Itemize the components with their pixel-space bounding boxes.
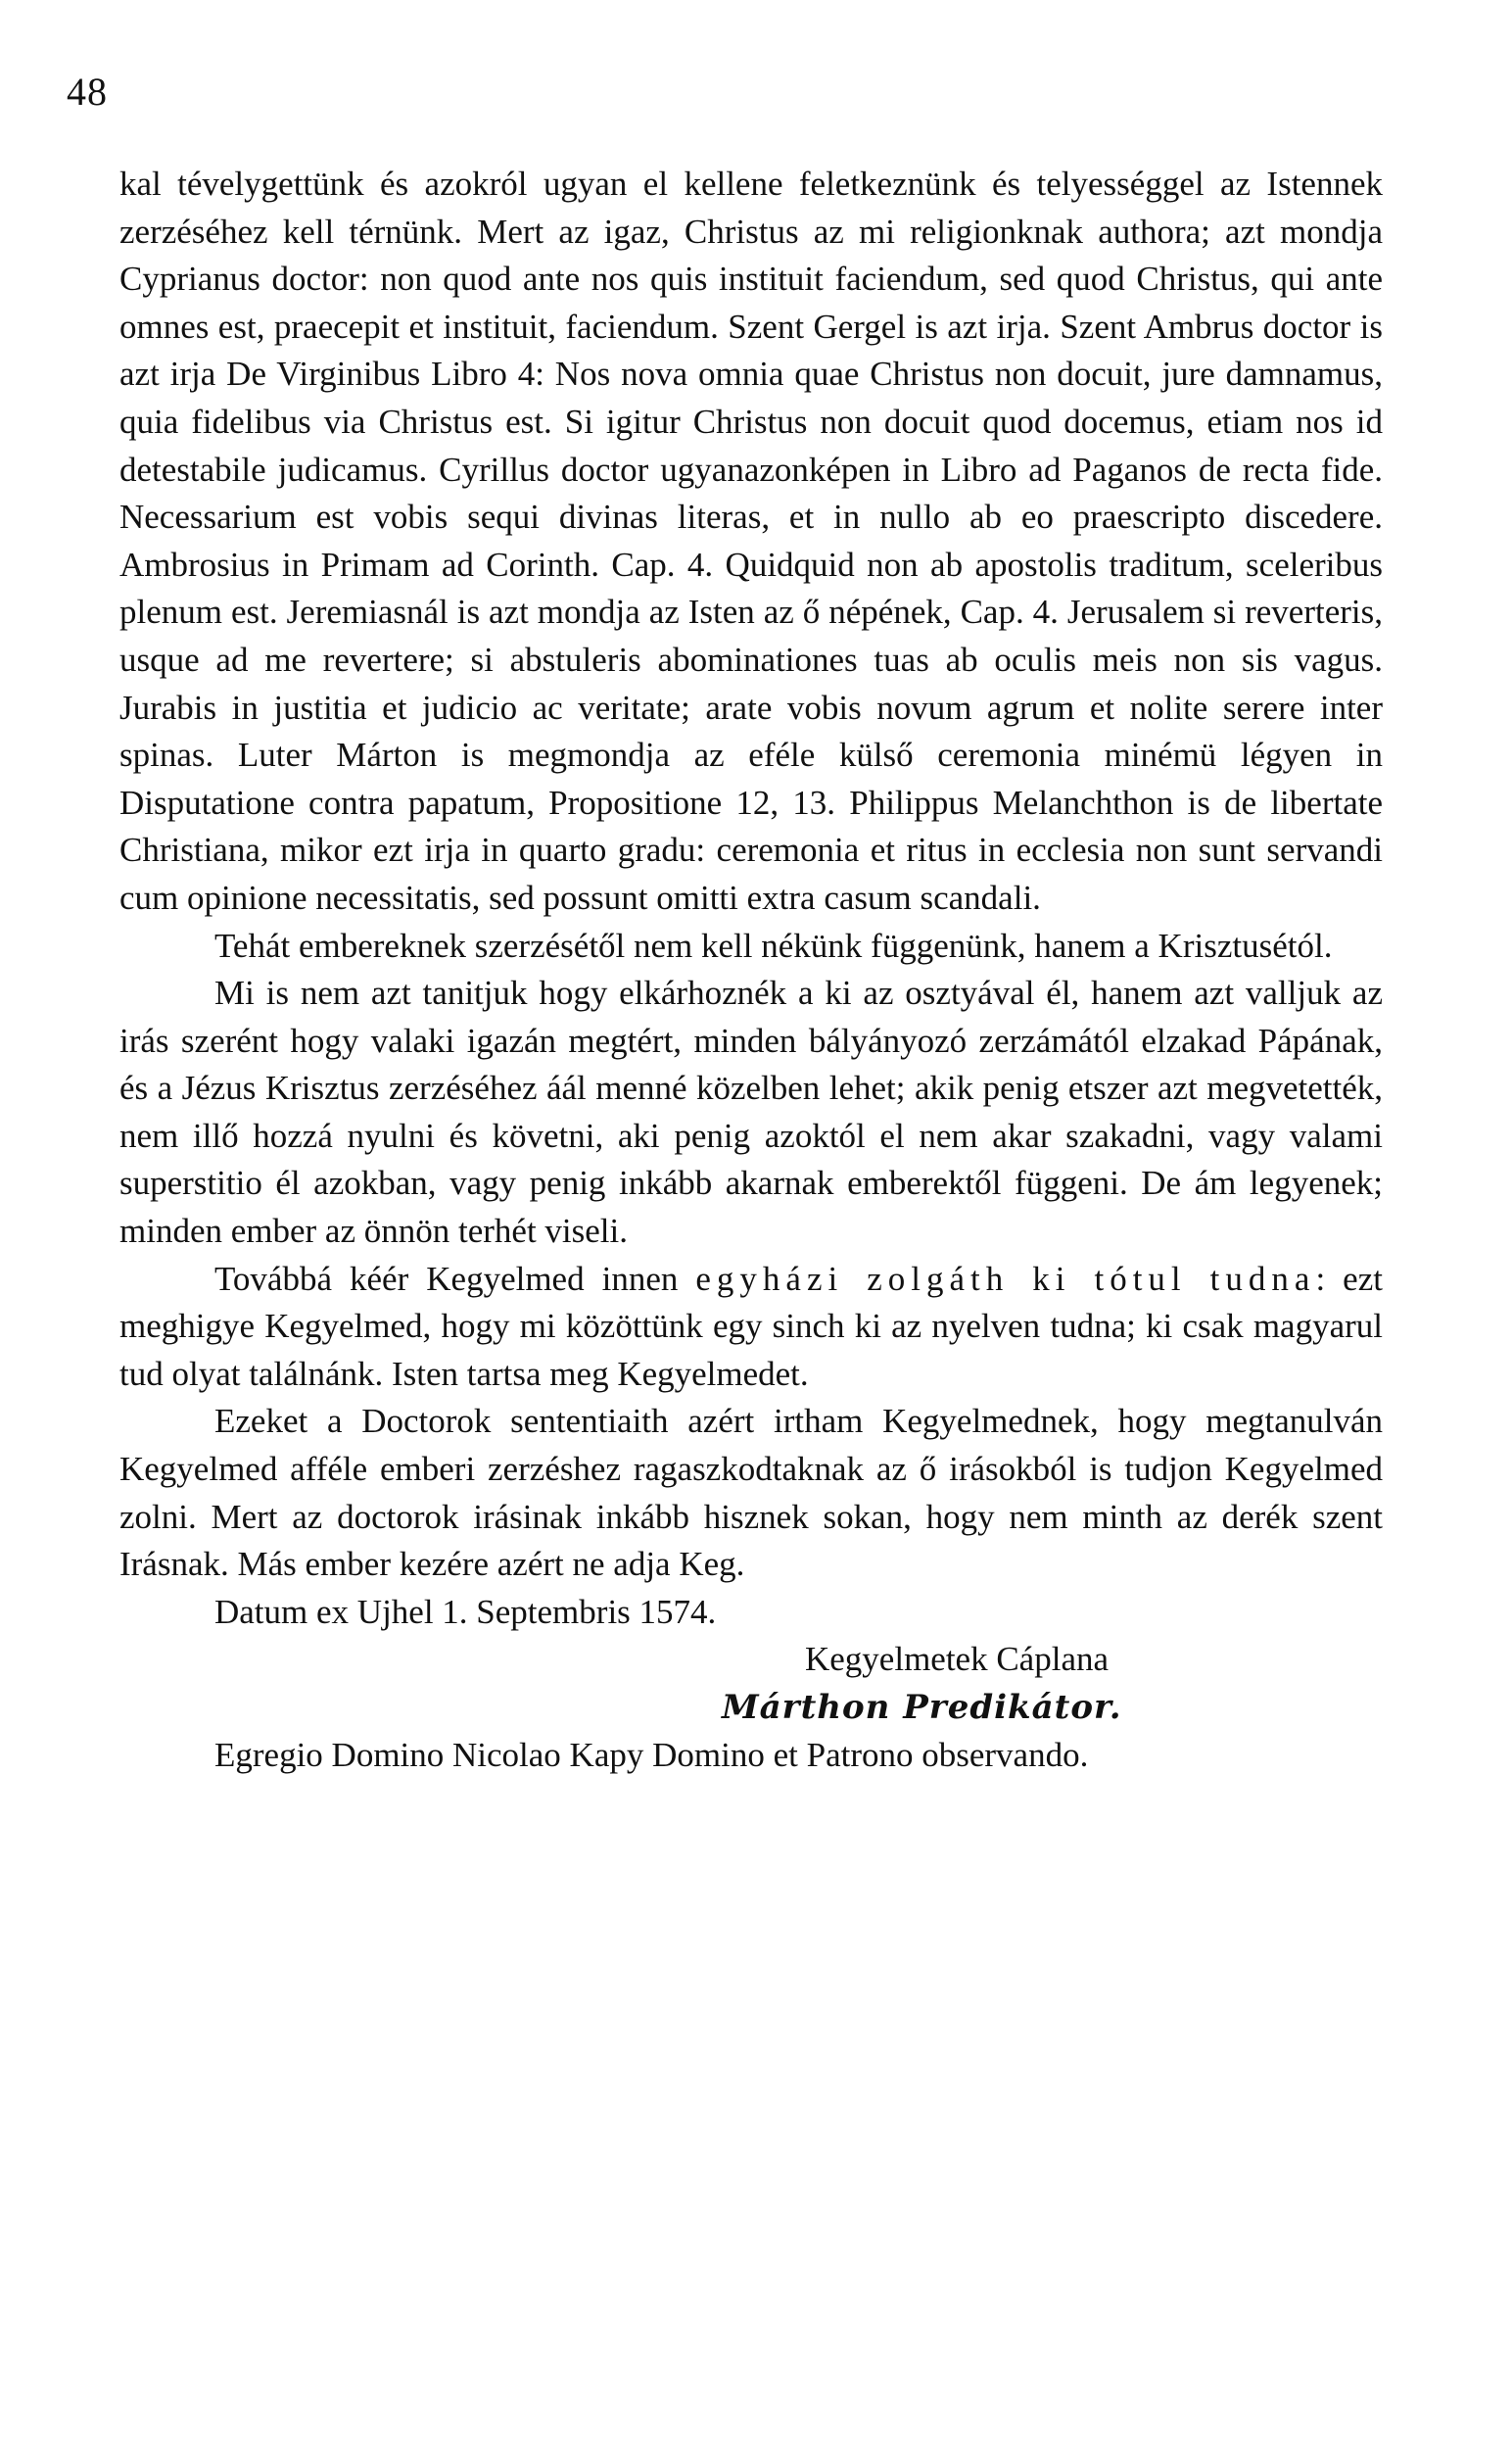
- paragraph-4: [119, 1256, 1383, 1399]
- page-number: 48: [67, 70, 108, 114]
- paragraph-2: Tehát embereknek szerzésétől nem kell nékünk függenünk, hanem a Krisztusétól.: [214, 926, 1333, 965]
- date-line: Datum ex Ujhel 1. Septembris 1574.: [214, 1592, 717, 1631]
- signature: Márthon Predikátor.: [722, 1688, 1122, 1727]
- address-line: Egregio Domino Nicolao Kapy Domino et Patrono observando.: [214, 1735, 1089, 1774]
- closing-line: Kegyelmetek Cáplana: [805, 1640, 1110, 1679]
- paragraph-4-end: : ezt meghigye Kegyelmed, hogy mi közöttünk egy sinch ki az nyelven tudna; ki csak magyarul tud olyat találnánk. Isten tartsa meg Kegyelmedet.: [119, 1259, 1383, 1393]
- paragraph-1: kal tévelygettünk és azokról ugyan el kellene feletkeznünk és telyességgel az Istennek zerzéséhez kell térnünk. Mert az igaz, Christus az mi religionknak authora; azt mondja Cyprianus doctor: non quod ante nos quis instituit faciendum, sed quod Christus, qui ante omnes est, praecepit et instituit, faciendum. Szent Gergel is azt irja. Szent Ambrus doctor is azt irja De Virginibus Libro 4: Nos nova omnia quae Christus non docuit, jure damnamus, quia fidelibus via Christus est. Si igitur Christus non docuit quod docemus, etiam nos id detestabile judicamus. Cyrillus doctor ugyanazonképen in Libro ad Paganos de recta fide. Necessarium est vobis sequi divinas literas, et in nullo ab eo praescripto discedere. Ambrosius in Primam ad Corinth. Cap. 4. Quidquid non ab apostolis traditum, sceleribus plenum est. Jeremiasnál is azt mondja az Isten az ő népének, Cap. 4. Jerusalem si reverteris, usque ad me revertere; si abstuleris abominationes tuas ab oculis meis non sis vagus. Jurabis in justitia et judicio ac veritate; arate vobis novum agrum et nolite serere inter spinas. Luter Márton is megmondja az eféle külső ceremonia minémü légyen in Disputatione contra papatum, Propositione 12, 13. Philippus Melanchthon is de libertate Christiana, mikor ezt irja in quarto gradu: ceremonia et ritus in ecclesia non sunt servandi cum opinione necessitatis, sed possunt omitti extra casum scandali.: [119, 165, 1383, 917]
- paragraph-4-start: Továbbá kéér Kegyelmed innen: [214, 1259, 696, 1298]
- spaced-emphasis: egyházi zolgáth ki tótul tudna: [695, 1259, 1316, 1298]
- letter-body: [119, 161, 1383, 1779]
- paragraph-5: Ezeket a Doctorok sententiaith azért irtham Kegyelmednek, hogy megtanulván Kegyelmed afféle emberi zerzéshez ragaszkodtaknak az ő irásokból is tudjon Kegyelmed zolni. Mert az doctorok irásinak inkább hisznek sokan, hogy nem minth az derék szent Irásnak. Más ember kezére azért ne adja Keg.: [119, 1402, 1383, 1584]
- paragraph-3: Mi is nem azt tanitjuk hogy elkárhoznék a ki az osztyával él, hanem azt valljuk az irás szerént hogy valaki igazán megtért, minden bályányozó zerzámától elzakad Pápának, és a Jézus Krisztus zerzéséhez áál menné közelben lehet; akik penig etszer azt megvetették, nem illő hozzá nyulni és követni, aki penig azoktól el nem akar szakadni, vagy valami superstitio él azokban, vagy penig inkább akarnak emberektől függeni. De ám legyenek; minden ember az önnön terhét viseli.: [119, 974, 1383, 1251]
